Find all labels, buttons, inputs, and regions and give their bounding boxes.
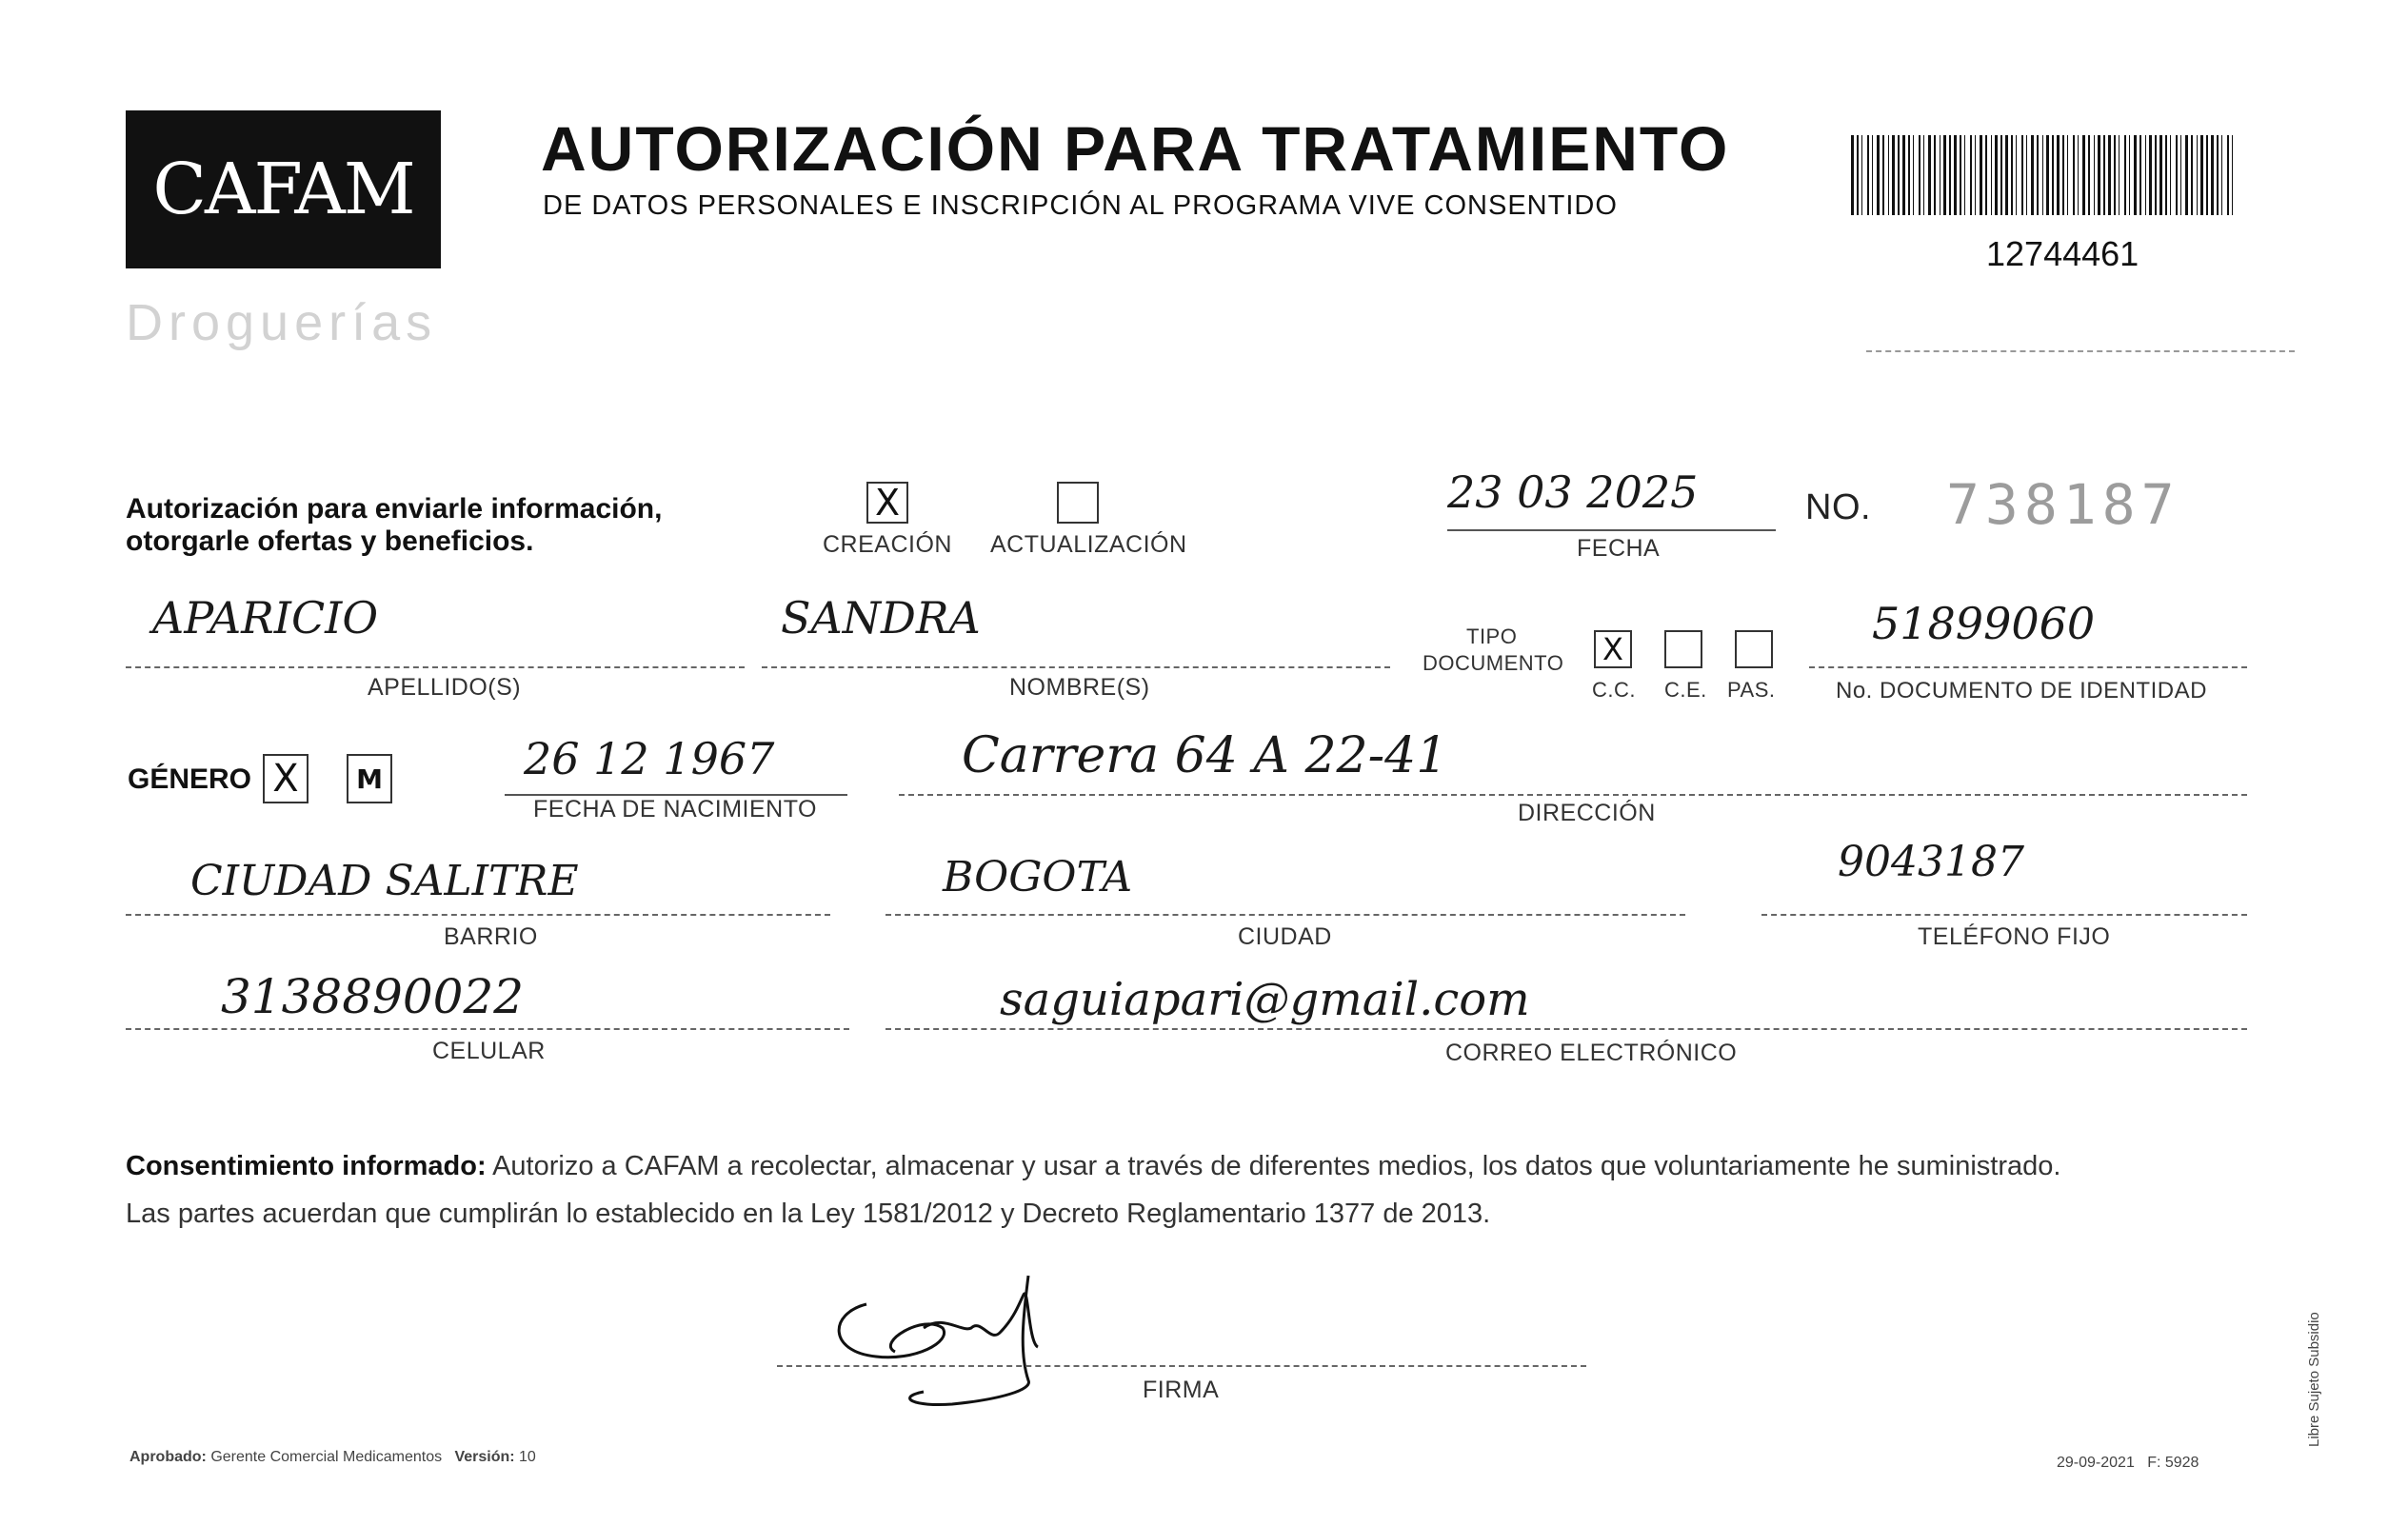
footer-codes xyxy=(2057,1455,2199,1472)
logo-subtext: Droguerías xyxy=(126,294,438,351)
fecha-label: FECHA xyxy=(1577,535,1661,562)
nombres-line xyxy=(762,666,1390,668)
fecha-value[interactable]: 23 03 2025 xyxy=(1447,466,1699,518)
nombres-value[interactable]: SANDRA xyxy=(781,592,981,644)
barcode-icon xyxy=(1851,135,2238,215)
tipo-label-2: DOCUMENTO xyxy=(1423,651,1564,675)
actualizacion-label: ACTUALIZACIÓN xyxy=(990,531,1187,558)
telefono-label: TELÉFONO FIJO xyxy=(1918,923,2111,950)
correo-value[interactable]: saguiapari@gmail.com xyxy=(1000,973,1530,1026)
consent-bold: Consentimiento informado: xyxy=(126,1151,487,1181)
vertical-note-text: Libre Sujeto Subsidio xyxy=(2306,1312,2322,1447)
direccion-value[interactable]: Carrera 64 A 22-41 xyxy=(962,727,1448,784)
form-code: F: 5928 xyxy=(2147,1455,2199,1471)
pas-label: PAS. xyxy=(1727,678,1776,702)
direccion-line xyxy=(899,794,2247,796)
documento-line xyxy=(1809,666,2247,668)
genero-f-checkbox[interactable] xyxy=(263,754,308,803)
cc-mark: X xyxy=(1602,631,1623,667)
genero-label: GÉNERO xyxy=(128,763,252,795)
correo-label: CORREO ELECTRÓNICO xyxy=(1445,1040,1738,1066)
creacion-label: CREACIÓN xyxy=(823,531,952,558)
ce-checkbox[interactable] xyxy=(1664,630,1702,668)
correo-line xyxy=(886,1028,2247,1030)
pas-checkbox[interactable] xyxy=(1735,630,1773,668)
genero-m-checkbox[interactable] xyxy=(347,754,392,803)
nombres-label: NOMBRE(S) xyxy=(1009,674,1150,701)
creacion-checkbox[interactable] xyxy=(866,482,908,524)
firma-label: FIRMA xyxy=(1143,1377,1220,1403)
tipo-label-1: TIPO xyxy=(1466,624,1518,648)
ciudad-value[interactable]: BOGOTA xyxy=(943,853,1133,902)
no-label: NO. xyxy=(1805,487,1872,527)
firma-line xyxy=(777,1365,1586,1367)
celular-label: CELULAR xyxy=(432,1038,546,1064)
logo-text: CAFAM xyxy=(152,149,414,230)
celular-value[interactable]: 3138890022 xyxy=(221,969,525,1024)
direccion-label: DIRECCIÓN xyxy=(1518,800,1656,826)
apellidos-value[interactable]: APARICIO xyxy=(152,592,379,644)
barcode-number: 12744461 xyxy=(1986,234,2139,273)
ciudad-line xyxy=(886,914,1685,916)
ce-label: C.E. xyxy=(1664,678,1707,702)
date-code: 29-09-2021 xyxy=(2057,1455,2135,1471)
genero-m-label: M xyxy=(356,763,383,795)
apellidos-label: APELLIDO(S) xyxy=(368,674,522,701)
authorization-text-1: Autorización para enviarle información, xyxy=(126,493,663,525)
documento-value[interactable]: 51899060 xyxy=(1872,598,2096,649)
fecha-line xyxy=(1447,529,1776,531)
aprobado-value: Gerente Comercial Medicamentos xyxy=(210,1449,443,1465)
barrio-value[interactable]: CIUDAD SALITRE xyxy=(190,857,579,905)
consent-text-1: Autorizo a CAFAM a recolectar, almacenar y usar a través de diferentes medios, los datos que voluntariamente he suministrado. xyxy=(486,1151,2061,1181)
aprobado-label: Aprobado: xyxy=(129,1449,207,1465)
cc-label: C.C. xyxy=(1592,678,1636,702)
footer-approved xyxy=(129,1449,536,1466)
consent-line-2: Las partes acuerdan que cumplirán lo establecido en la Ley 1581/2012 y Decreto Reglamentario 1377 de 2013. xyxy=(126,1199,1491,1229)
barrio-label: BARRIO xyxy=(444,923,538,950)
documento-label: No. DOCUMENTO DE IDENTIDAD xyxy=(1836,678,2207,704)
celular-line xyxy=(126,1028,849,1030)
telefono-line xyxy=(1761,914,2247,916)
form-subtitle: DE DATOS PERSONALES E INSCRIPCIÓN AL PROGRAMA VIVE CONSENTIDO xyxy=(543,190,1618,221)
apellidos-line xyxy=(126,666,745,668)
cafam-logo xyxy=(126,110,441,268)
nacimiento-label: FECHA DE NACIMIENTO xyxy=(533,796,817,822)
version-label: Versión: xyxy=(454,1449,515,1465)
creacion-mark: X xyxy=(874,482,901,524)
nacimiento-value[interactable]: 26 12 1967 xyxy=(524,733,775,784)
ciudad-label: CIUDAD xyxy=(1238,923,1332,950)
version-value: 10 xyxy=(519,1449,536,1465)
form-number: 738187 xyxy=(1946,472,2180,537)
cc-checkbox[interactable] xyxy=(1594,630,1632,668)
header-rule xyxy=(1866,350,2295,352)
form-title: AUTORIZACIÓN PARA TRATAMIENTO xyxy=(541,113,1730,184)
barrio-line xyxy=(126,914,830,916)
actualizacion-checkbox[interactable] xyxy=(1057,482,1099,524)
vertical-note xyxy=(2306,1266,2335,1447)
genero-f-mark: X xyxy=(272,757,299,801)
consent-line-1 xyxy=(126,1142,2259,1190)
telefono-value[interactable]: 9043187 xyxy=(1838,838,2024,886)
consent-text xyxy=(126,1142,2259,1238)
authorization-text-2: otorgarle ofertas y beneficios. xyxy=(126,525,534,557)
signature-mark xyxy=(809,1238,1124,1409)
